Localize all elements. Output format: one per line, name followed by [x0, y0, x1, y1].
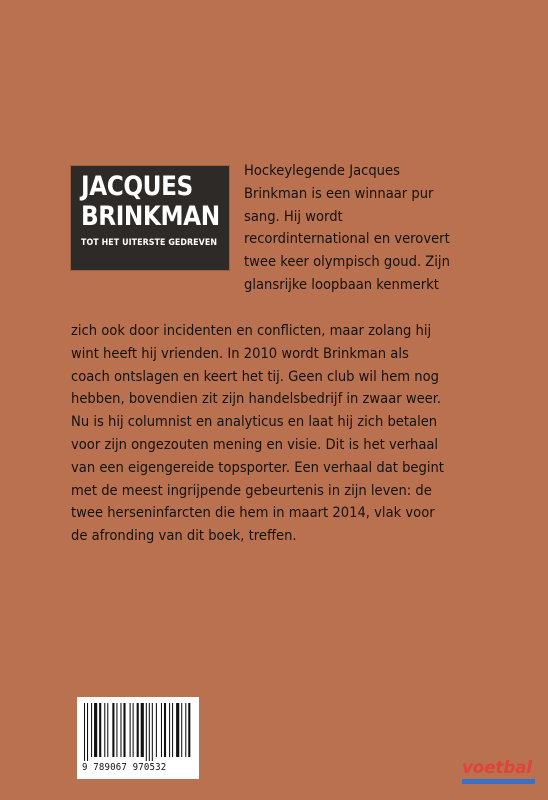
blurb-line: glansrijke loopbaan kenmerkt	[244, 275, 439, 293]
title-first-name: JACQUES	[81, 171, 193, 202]
isbn-barcode	[77, 697, 199, 779]
blurb-line: recordinternational en verovert	[244, 230, 450, 248]
blurb-line: twee herseninfarcten die hem in maart 2014, vlak voor	[71, 504, 435, 522]
isbn-number: 9 789067 970532	[82, 762, 167, 773]
blurb-wide-block	[71, 320, 485, 548]
blurb-line: twee keer olympisch goud. Zijn	[244, 253, 450, 271]
blurb-top-block	[244, 160, 473, 297]
blurb-line: wint heeft hij vrienden. In 2010 wordt Brinkman als	[71, 344, 409, 362]
title-last-name: BRINKMAN	[81, 201, 220, 232]
blurb-line: Brinkman is een winnaar pur	[244, 184, 434, 202]
blurb-line: van een eigengereide topsporter. Een verhaal dat begint	[71, 458, 444, 476]
publisher-logo	[462, 760, 542, 786]
title-box	[71, 166, 229, 270]
barcode-bars	[82, 703, 194, 761]
blurb-line: met de meest ingrijpende gebeurtenis in zijn leven: de	[71, 481, 432, 499]
publisher-name: voetbal	[462, 758, 532, 778]
blurb-line: hebben, bovendien zit zijn handelsbedrijf in zwaar weer.	[71, 390, 442, 408]
blurb-line: de afronding van dit boek, treffen.	[71, 527, 297, 545]
blurb-line: Hockeylegende Jacques	[244, 162, 400, 179]
blurb-line: Nu is hij columnist en analyticus en laat hij zich betalen	[71, 413, 438, 431]
blurb-line: voor zijn ongezouten mening en visie. Dit is het verhaal	[71, 435, 439, 453]
subtitle: TOT HET UITERSTE GEDREVEN	[81, 237, 218, 248]
blurb-line: coach ontslagen en keert het tij. Geen club wil hem nog	[71, 367, 439, 385]
publisher-logo-bar	[462, 779, 535, 784]
blurb-line: sang. Hij wordt	[244, 207, 343, 225]
blurb-line: zich ook door incidenten en conflicten, maar zolang hij	[71, 322, 432, 339]
